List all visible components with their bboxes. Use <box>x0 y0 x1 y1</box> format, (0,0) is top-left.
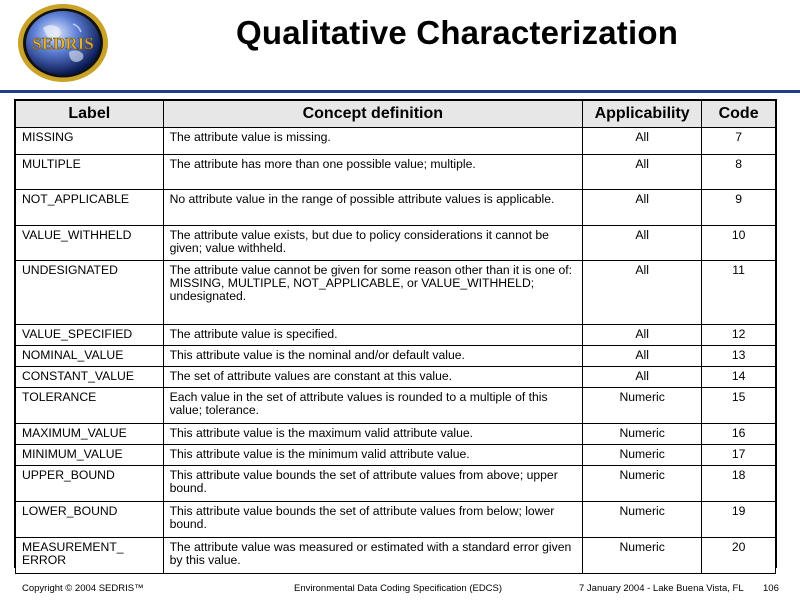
row-label: MULTIPLE <box>16 155 164 190</box>
row-definition: The attribute value was measured or estimated with a standard error given by this value. <box>163 538 583 574</box>
table-row <box>16 502 776 538</box>
characterization-table <box>15 100 776 574</box>
row-code: 11 <box>702 261 776 325</box>
row-label: UPPER_BOUND <box>16 466 164 502</box>
row-definition: This attribute value bounds the set of attribute values from below; lower bound. <box>163 502 583 538</box>
footer-page-number: 106 <box>763 583 779 594</box>
row-code: 12 <box>702 325 776 346</box>
table-row <box>16 346 776 367</box>
row-applicability: All <box>583 190 702 226</box>
row-applicability: All <box>583 128 702 155</box>
row-applicability: Numeric <box>583 538 702 574</box>
title-rule <box>0 90 800 93</box>
row-label: MISSING <box>16 128 164 155</box>
row-applicability: Numeric <box>583 502 702 538</box>
row-definition: The attribute value is missing. <box>163 128 583 155</box>
table-row <box>16 155 776 190</box>
row-label: NOMINAL_VALUE <box>16 346 164 367</box>
table-header-row <box>16 101 776 128</box>
row-definition: The attribute value exists, but due to policy considerations it cannot be given; value withheld. <box>163 226 583 261</box>
row-applicability: All <box>583 155 702 190</box>
row-code: 16 <box>702 424 776 445</box>
table-body <box>16 128 776 574</box>
row-applicability: Numeric <box>583 424 702 445</box>
row-code: 8 <box>702 155 776 190</box>
footer-date-location: 7 January 2004 - Lake Buena Vista, FL <box>579 583 744 594</box>
table-row <box>16 424 776 445</box>
row-code: 7 <box>702 128 776 155</box>
table-row <box>16 325 776 346</box>
row-definition: No attribute value in the range of possible attribute values is applicable. <box>163 190 583 226</box>
header-code: Code <box>702 101 776 128</box>
table-row <box>16 367 776 388</box>
row-code: 20 <box>702 538 776 574</box>
table-row <box>16 538 776 574</box>
row-label: UNDESIGNATED <box>16 261 164 325</box>
row-applicability: All <box>583 325 702 346</box>
table-row <box>16 128 776 155</box>
row-code: 18 <box>702 466 776 502</box>
table-container <box>14 99 777 568</box>
row-definition: Each value in the set of attribute values is rounded to a multiple of this value; tolerance. <box>163 388 583 424</box>
row-applicability: Numeric <box>583 388 702 424</box>
sedris-logo <box>15 2 111 84</box>
header-concept-definition: Concept definition <box>163 101 583 128</box>
row-label: VALUE_SPECIFIED <box>16 325 164 346</box>
row-label: MEASUREMENT_ ERROR <box>16 538 164 574</box>
row-code: 13 <box>702 346 776 367</box>
header-applicability: Applicability <box>583 101 702 128</box>
table-row <box>16 261 776 325</box>
row-code: 10 <box>702 226 776 261</box>
row-applicability: All <box>583 367 702 388</box>
row-code: 17 <box>702 445 776 466</box>
table-row <box>16 466 776 502</box>
row-label: CONSTANT_VALUE <box>16 367 164 388</box>
row-applicability: Numeric <box>583 445 702 466</box>
slide-title: Qualitative Characterization <box>236 14 679 51</box>
table-row <box>16 190 776 226</box>
row-code: 15 <box>702 388 776 424</box>
footer-copyright: Copyright © 2004 SEDRIS™ <box>22 583 144 594</box>
table-row <box>16 445 776 466</box>
row-definition: This attribute value is the minimum valid attribute value. <box>163 445 583 466</box>
row-label: LOWER_BOUND <box>16 502 164 538</box>
row-label: MAXIMUM_VALUE <box>16 424 164 445</box>
row-definition: This attribute value bounds the set of attribute values from above; upper bound. <box>163 466 583 502</box>
row-definition: The set of attribute values are constant at this value. <box>163 367 583 388</box>
row-applicability: Numeric <box>583 466 702 502</box>
row-label: VALUE_WITHHELD <box>16 226 164 261</box>
row-label: MINIMUM_VALUE <box>16 445 164 466</box>
footer-title: Environmental Data Coding Specification (EDCS) <box>294 583 503 594</box>
row-definition: The attribute value is specified. <box>163 325 583 346</box>
logo-text: SEDRIS <box>32 34 94 53</box>
table-row <box>16 388 776 424</box>
row-code: 19 <box>702 502 776 538</box>
table-row <box>16 226 776 261</box>
row-label: TOLERANCE <box>16 388 164 424</box>
row-label: NOT_APPLICABLE <box>16 190 164 226</box>
header-label: Label <box>16 101 164 128</box>
row-applicability: All <box>583 346 702 367</box>
row-definition: The attribute has more than one possible value; multiple. <box>163 155 583 190</box>
row-applicability: All <box>583 226 702 261</box>
row-definition: This attribute value is the maximum valid attribute value. <box>163 424 583 445</box>
row-code: 14 <box>702 367 776 388</box>
row-code: 9 <box>702 190 776 226</box>
row-definition: This attribute value is the nominal and/or default value. <box>163 346 583 367</box>
row-definition: The attribute value cannot be given for some reason other than it is one of: MISSING, MULTIPLE, NOT_APPLICABLE, or VALUE_WITHHELD; undesignated. <box>163 261 583 325</box>
row-applicability: All <box>583 261 702 325</box>
